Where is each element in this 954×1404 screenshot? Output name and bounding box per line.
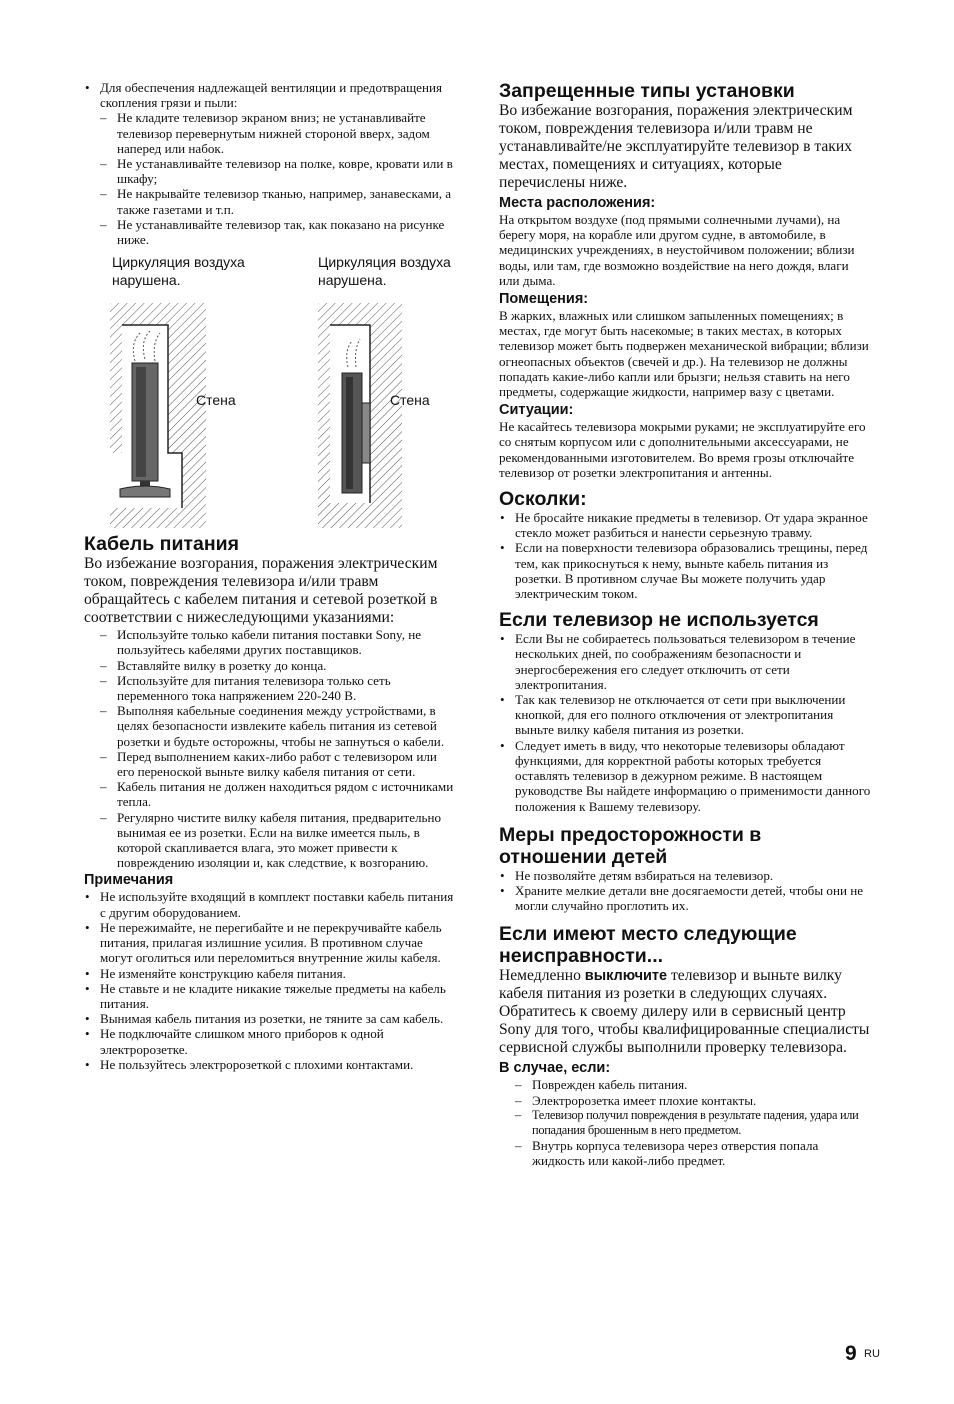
list-item: • Не используйте входящий в комплект поставки кабель питания с другим оборудованием. xyxy=(84,889,456,919)
cable-intro: Во избежание возгорания, поражения электрическим током, повреждения телевизора и/или травм обращайтесь с кабелем питания и сетевой розеткой в соответствии с нижеследующими указаниями: xyxy=(84,555,438,627)
ventilation-list xyxy=(84,80,456,247)
forbidden-intro: Во избежание возгорания, поражения электрическим током, повреждения телевизора и/или травм не устанавливайте/не эксплуатируйте телевизор в таких местах, помещениях и ситуациях, которые перечислены ниже. xyxy=(499,102,853,191)
tv-wall-mount-illustration xyxy=(318,303,402,528)
list-item: • Не пережимайте, не перегибайте и не перекручивайте кабель питания, прилагая излишние усилия. В противном случае могут оголиться или переломиться внутренние жилы кабеля. xyxy=(84,920,456,966)
page-language: RU xyxy=(864,1348,880,1360)
case-title: В случае, если: xyxy=(499,1060,611,1077)
list-item: • Не пользуйтесь электророзеткой с плохими контактами. xyxy=(84,1057,456,1072)
rooms-text: В жарких, влажных или слишком запыленных помещениях; в местах, где могут быть насекомые; в таких местах, в которых телевизор может быть подвержен механической вибрации; вблизи огнеопасных объектов (свечей и др.). На телевизор не должны попадать какие-либо капли или брызги; нельзя ставить на него предметы, содержащие жидкости, например вазу с цветами. xyxy=(499,308,869,400)
list-item: • Вынимая кабель питания из розетки, не тяните за сам кабель. xyxy=(84,1011,456,1026)
shards-section-title: Осколки: xyxy=(499,488,587,511)
places-title: Места расположения: xyxy=(499,195,656,211)
notes-list xyxy=(84,889,456,1071)
list-item: • Не подключайте слишком много приборов к одной электророзетке. xyxy=(84,1026,456,1056)
ventilation-intro: Для обеспечения надлежащей вентиляции и предотвращения скопления грязи и пыли: xyxy=(100,80,443,111)
forbidden-section-title: Запрещенные типы установки xyxy=(499,80,795,102)
list-item: • Не изменяйте конструкцию кабеля питания. xyxy=(84,966,456,981)
list-item: • Не ставьте и не кладите никакие тяжелые предметы на кабель питания. xyxy=(84,981,456,1011)
list-item: – Не устанавливайте телевизор так, как показано на рисунке ниже. xyxy=(100,217,456,247)
ventilation-sublist xyxy=(100,110,456,247)
places-text: На открытом воздухе (под прямыми солнечными лучами), на берегу моря, на корабле или другом судне, в автомобиле, в медицинских учреждениях, в неустойчивом положении; вблизи воды, или там, где возможно воздействие на него дождя, влаги или дыма. xyxy=(499,212,855,288)
rooms-title: Помещения: xyxy=(499,291,589,308)
list-item: • Храните мелкие детали вне досягаемости детей, чтобы они не могли случайно проглотить их. xyxy=(499,883,871,913)
list-item: – Электророзетка имеет плохие контакты. xyxy=(515,1093,871,1108)
wall-label-right: Стена xyxy=(390,392,430,409)
figure-label-right: Циркуляция воздуха нарушена. xyxy=(318,254,451,289)
figure-label-left: Циркуляция воздуха нарушена. xyxy=(112,254,245,289)
list-item: – Регулярно чистите вилку кабеля питания, предварительно вынимая ее из розетки. Если на вилке имеется пыль, в которой скапливается влага, это может привести к повреждению изоляции и, как следствие, к возгоранию. xyxy=(100,810,456,871)
children-list xyxy=(499,868,871,914)
left-column xyxy=(84,80,456,1072)
cable-section-title: Кабель питания xyxy=(84,533,239,556)
tv-on-stand-illustration xyxy=(110,303,210,528)
faults-pre: Немедленно xyxy=(499,967,585,985)
list-item: – Телевизор получил повреждения в результате падения, удара или попадания брошенным в него предметом. xyxy=(515,1108,871,1138)
list-item: – Не накрывайте телевизор тканью, например, занавесками, а также газетами и т.п. xyxy=(100,186,456,216)
list-item: – Перед выполнением каких-либо работ с телевизором или его переноской выньте вилку кабеля питания от сети. xyxy=(100,749,456,779)
right-column xyxy=(499,80,871,1169)
list-item: • Если Вы не собираетесь пользоваться телевизором в течение нескольких дней, по соображениям безопасности и энергосбережения его следует отключить от сети электропитания. xyxy=(499,631,871,692)
cable-list xyxy=(84,627,456,870)
children-section-title: Меры предосторожности в отношении детей xyxy=(499,823,762,868)
list-item: – Внутрь корпуса телевизора через отверстия попала жидкость или какой-либо предмет. xyxy=(515,1138,871,1168)
situations-title: Ситуации: xyxy=(499,402,574,419)
list-item xyxy=(84,80,456,247)
list-item: • Так как телевизор не отключается от сети при выключении кнопкой, для его полного отключения от электропитания выньте вилку кабеля питания из розетки. xyxy=(499,692,871,738)
list-item: • Не бросайте никакие предметы в телевизор. От удара экранное стекло может разбиться и нанести серьезную травму. xyxy=(499,510,871,540)
list-item: – Кабель питания не должен находиться рядом с источниками тепла. xyxy=(100,779,456,809)
faults-bold: выключите xyxy=(584,968,668,985)
list-item: – Поврежден кабель питания. xyxy=(515,1077,871,1092)
notes-title: Примечания xyxy=(84,872,174,889)
list-item: • Если на поверхности телевизора образовались трещины, перед тем, как прикоснуться к нему, выньте кабель питания из розетки. В противном случае Вы можете получить удар электрическим током. xyxy=(499,540,871,601)
list-item: – Не устанавливайте телевизор на полке, ковре, кровати или в шкафу; xyxy=(100,156,456,186)
list-item: – Не кладите телевизор экраном вниз; не устанавливайте телевизор перевернутым нижней стороной вверх, задом наперед или набок. xyxy=(100,110,456,156)
faults-section-title: Если имеют место следующие неисправности... xyxy=(499,923,797,968)
airflow-figure xyxy=(84,253,456,533)
list-item: – Используйте для питания телевизора только сеть переменного тока напряжением 220-240 В. xyxy=(100,673,456,703)
list-item: – Выполняя кабельные соединения между устройствами, в целях безопасности извлеките кабель питания из сетевой розетки и будьте осторожны, чтобы не запнуться о кабели. xyxy=(100,703,456,749)
situations-text: Не касайтесь телевизора мокрыми руками; не эксплуатируйте его со снятым корпусом или с дополнительными аксессуарами, не рекомендованными изготовителем. Во время грозы отключайте телевизор от розетки электропитания и антенны. xyxy=(499,419,866,480)
case-list xyxy=(499,1077,871,1168)
wall-label-left: Стена xyxy=(196,392,236,409)
list-item: – Вставляйте вилку в розетку до конца. xyxy=(100,658,456,673)
page-number: 9 xyxy=(845,1342,857,1365)
list-item: – Используйте только кабели питания поставки Sony, не пользуйтесь кабелями других поставщиков. xyxy=(100,627,456,657)
unused-list xyxy=(499,631,871,813)
faults-text xyxy=(499,967,871,1057)
list-item: • Следует иметь в виду, что некоторые телевизоры обладают функциями, для корректной работы которых требуется оставлять телевизор в дежурном режиме. В настоящем руководстве Вы найдете информацию о применимости данного положения к Вашему телевизору. xyxy=(499,738,871,814)
list-item: • Не позволяйте детям взбираться на телевизор. xyxy=(499,868,871,883)
shards-list xyxy=(499,510,871,601)
unused-section-title: Если телевизор не используется xyxy=(499,609,819,632)
faults-post: телевизор и выньте вилку кабеля питания из розетки в следующих случаях. Обратитесь к своему дилеру или в сервисный центр Sony для того, чтобы квалифицированные специалисты сервисной службы выполнили проверку телевизора. xyxy=(499,967,870,1057)
